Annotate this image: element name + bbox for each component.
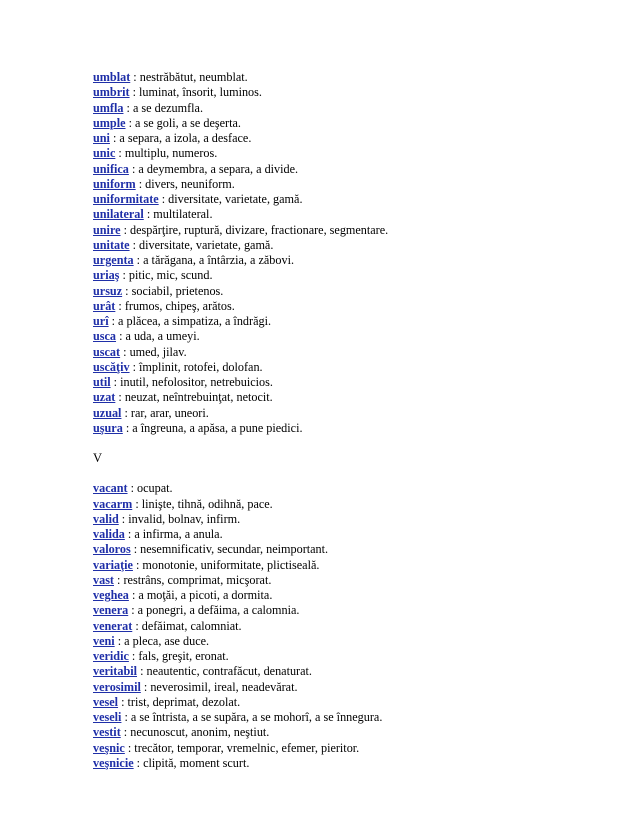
term-link[interactable]: vestit xyxy=(93,725,121,740)
term-link[interactable]: uşura xyxy=(93,420,123,435)
definition-text: : a îngreuna, a apăsa, a pune piedici. xyxy=(122,420,303,435)
letter-heading-v: V xyxy=(93,451,103,465)
definition-text: : defăimat, calomniat. xyxy=(132,618,242,633)
definition-text: : a pleca, ase duce. xyxy=(114,633,210,648)
definition-text: : neuzat, neîntrebuinţat, netocit. xyxy=(115,390,273,405)
term-link[interactable]: uniformitate xyxy=(93,192,159,206)
entry-umfla xyxy=(93,101,593,116)
term-link[interactable]: uzat xyxy=(93,390,116,405)
definition-text: : multiplu, numeros. xyxy=(115,146,218,161)
definition-text: : ocupat. xyxy=(127,481,173,496)
entry-vestit xyxy=(93,725,593,740)
entry-usura xyxy=(93,421,593,436)
definition-text: : a deymembra, a separa, a divide. xyxy=(128,161,299,176)
term-link[interactable]: veridic xyxy=(93,649,129,663)
term-link[interactable]: veni xyxy=(93,633,115,648)
term-link[interactable]: venerat xyxy=(93,618,133,633)
definition-text: : frumos, chipeş, arătos. xyxy=(115,298,235,313)
entry-unitate xyxy=(93,238,593,253)
entry-vesnicie xyxy=(93,756,593,771)
term-link[interactable]: unire xyxy=(93,222,121,237)
definition-text: : fals, greşit, eronat. xyxy=(128,649,229,663)
entry-veghea xyxy=(93,588,593,603)
entry-unic xyxy=(93,146,593,161)
term-link[interactable]: valoros xyxy=(93,542,131,557)
definition-text: : necunoscut, anonim, neştiut. xyxy=(120,725,270,740)
definition-text: : invalid, bolnav, infirm. xyxy=(118,511,241,526)
term-link[interactable]: valid xyxy=(93,511,119,526)
definition-text: : a se goli, a se deşerta. xyxy=(125,115,241,130)
entry-venerat xyxy=(93,619,593,634)
term-link[interactable]: unitate xyxy=(93,237,130,252)
entry-variatie xyxy=(93,558,593,573)
definition-text: : umed, jilav. xyxy=(120,344,187,359)
definition-text: : luminat, însorit, luminos. xyxy=(129,85,262,100)
definition-text: : neautentic, contrafăcut, denaturat. xyxy=(137,664,312,679)
definition-text: : divers, neuniform. xyxy=(135,176,235,191)
entry-veni xyxy=(93,634,593,649)
entry-uzat xyxy=(93,390,593,405)
term-link[interactable]: unifica xyxy=(93,161,129,176)
term-link[interactable]: usca xyxy=(93,329,117,344)
definition-text: : a ponegri, a defăima, a calomnia. xyxy=(128,603,300,618)
entry-umbrit xyxy=(93,85,593,100)
entry-unifica xyxy=(93,162,593,177)
term-link[interactable]: urî xyxy=(93,314,109,328)
definition-text: : a infirma, a anula. xyxy=(124,527,223,541)
definition-text: : monotonie, uniformitate, plictiseală. xyxy=(132,557,320,572)
definition-text: : despărţire, ruptură, divizare, fractionare, segmentare. xyxy=(120,222,389,237)
term-link[interactable]: uni xyxy=(93,131,110,145)
definition-text: : a uda, a umeyi. xyxy=(116,329,200,344)
definition-text: : nesemnificativ, secundar, neimportant. xyxy=(130,542,329,557)
term-link[interactable]: urgenta xyxy=(93,253,134,267)
term-link[interactable]: umblat xyxy=(93,70,131,84)
entry-urias xyxy=(93,268,593,283)
section-u xyxy=(93,70,593,436)
entry-valida xyxy=(93,527,593,542)
definition-text: : multilateral. xyxy=(143,207,213,222)
definition-text: : nestrăbătut, neumblat. xyxy=(130,70,248,84)
definition-text: : trist, deprimat, dezolat. xyxy=(118,694,241,709)
definition-text: : a moţăi, a picoti, a dormita. xyxy=(128,588,273,602)
entry-uni xyxy=(93,131,593,146)
definition-text: : neverosimil, ireal, neadevărat. xyxy=(140,679,298,694)
entry-veseli xyxy=(93,710,593,725)
entry-urat xyxy=(93,299,593,314)
term-link[interactable]: uscăţiv xyxy=(93,359,130,374)
entry-umblat xyxy=(93,70,593,85)
entry-vast xyxy=(93,573,593,588)
definition-text: : a se întrista, a se supăra, a se mohorî, a se înnegura. xyxy=(121,710,383,724)
definition-text: : trecător, temporar, vremelnic, efemer, pieritor. xyxy=(124,740,360,755)
definition-text: : clipită, moment scurt. xyxy=(133,755,250,770)
entry-unilateral xyxy=(93,207,593,222)
entry-vacarm xyxy=(93,497,593,512)
term-link[interactable]: uriaş xyxy=(93,268,120,283)
entry-vesel xyxy=(93,695,593,710)
definition-text: : a tărăgana, a întârzia, a zăbovi. xyxy=(133,253,295,267)
definition-text: : restrâns, comprimat, micşorat. xyxy=(114,572,272,587)
term-link[interactable]: umbrit xyxy=(93,85,130,100)
definition-text: : inutil, nefolositor, netrebuicios. xyxy=(110,375,273,389)
dictionary-content xyxy=(93,70,593,771)
entry-ursuz xyxy=(93,284,593,299)
term-link[interactable]: umple xyxy=(93,115,126,130)
term-link[interactable]: uscat xyxy=(93,344,121,359)
term-link[interactable]: vacarm xyxy=(93,496,133,511)
entry-uniformitate xyxy=(93,192,593,207)
term-link[interactable]: umfla xyxy=(93,100,124,115)
term-link[interactable]: veseli xyxy=(93,710,122,724)
definition-text: : diversitate, varietate, gamă. xyxy=(129,237,274,252)
term-link[interactable]: urât xyxy=(93,298,116,313)
term-link[interactable]: veşnic xyxy=(93,740,125,755)
term-link[interactable]: veghea xyxy=(93,588,129,602)
definition-text: : diversitate, varietate, gamă. xyxy=(158,192,303,206)
entry-uri xyxy=(93,314,593,329)
entry-venera xyxy=(93,603,593,618)
definition-text: : împlinit, rotofei, dolofan. xyxy=(129,359,263,374)
entry-valoros xyxy=(93,542,593,557)
entry-uniform xyxy=(93,177,593,192)
entry-valid xyxy=(93,512,593,527)
entry-veridic xyxy=(93,649,593,664)
term-link[interactable]: unic xyxy=(93,146,116,161)
entry-vacant xyxy=(93,481,593,496)
term-link[interactable]: uzual xyxy=(93,405,122,420)
entry-uscativ xyxy=(93,360,593,375)
term-link[interactable]: verosimil xyxy=(93,679,141,694)
entry-verosimil xyxy=(93,680,593,695)
term-link[interactable]: veritabil xyxy=(93,664,138,679)
term-link[interactable]: vacant xyxy=(93,481,128,496)
entry-usca xyxy=(93,329,593,344)
entry-vesnic xyxy=(93,741,593,756)
definition-text: : linişte, tihnă, odihnă, pace. xyxy=(132,496,273,511)
term-link[interactable]: unilateral xyxy=(93,207,144,222)
term-link[interactable]: valida xyxy=(93,527,125,541)
term-link[interactable]: venera xyxy=(93,603,129,618)
term-link[interactable]: ursuz xyxy=(93,283,123,298)
entry-util xyxy=(93,375,593,390)
entry-uzual xyxy=(93,406,593,421)
term-link[interactable]: vesel xyxy=(93,694,119,709)
definition-text: : sociabil, prietenos. xyxy=(122,283,224,298)
term-link[interactable]: veşnicie xyxy=(93,755,134,770)
entry-unire xyxy=(93,223,593,238)
definition-text: : a separa, a izola, a desface. xyxy=(109,131,252,145)
entry-uscat xyxy=(93,345,593,360)
term-link[interactable]: uniform xyxy=(93,176,136,191)
term-link[interactable]: util xyxy=(93,375,111,389)
section-v xyxy=(93,481,593,771)
term-link[interactable]: vast xyxy=(93,572,114,587)
entry-veritabil xyxy=(93,664,593,679)
entry-umple xyxy=(93,116,593,131)
definition-text: : a plăcea, a simpatiza, a îndrăgi. xyxy=(108,314,272,328)
definition-text: : rar, arar, uneori. xyxy=(121,405,209,420)
definition-text: : pitic, mic, scund. xyxy=(119,268,213,283)
entry-urgenta xyxy=(93,253,593,268)
term-link[interactable]: variaţie xyxy=(93,557,133,572)
definition-text: : a se dezumfla. xyxy=(123,100,203,115)
